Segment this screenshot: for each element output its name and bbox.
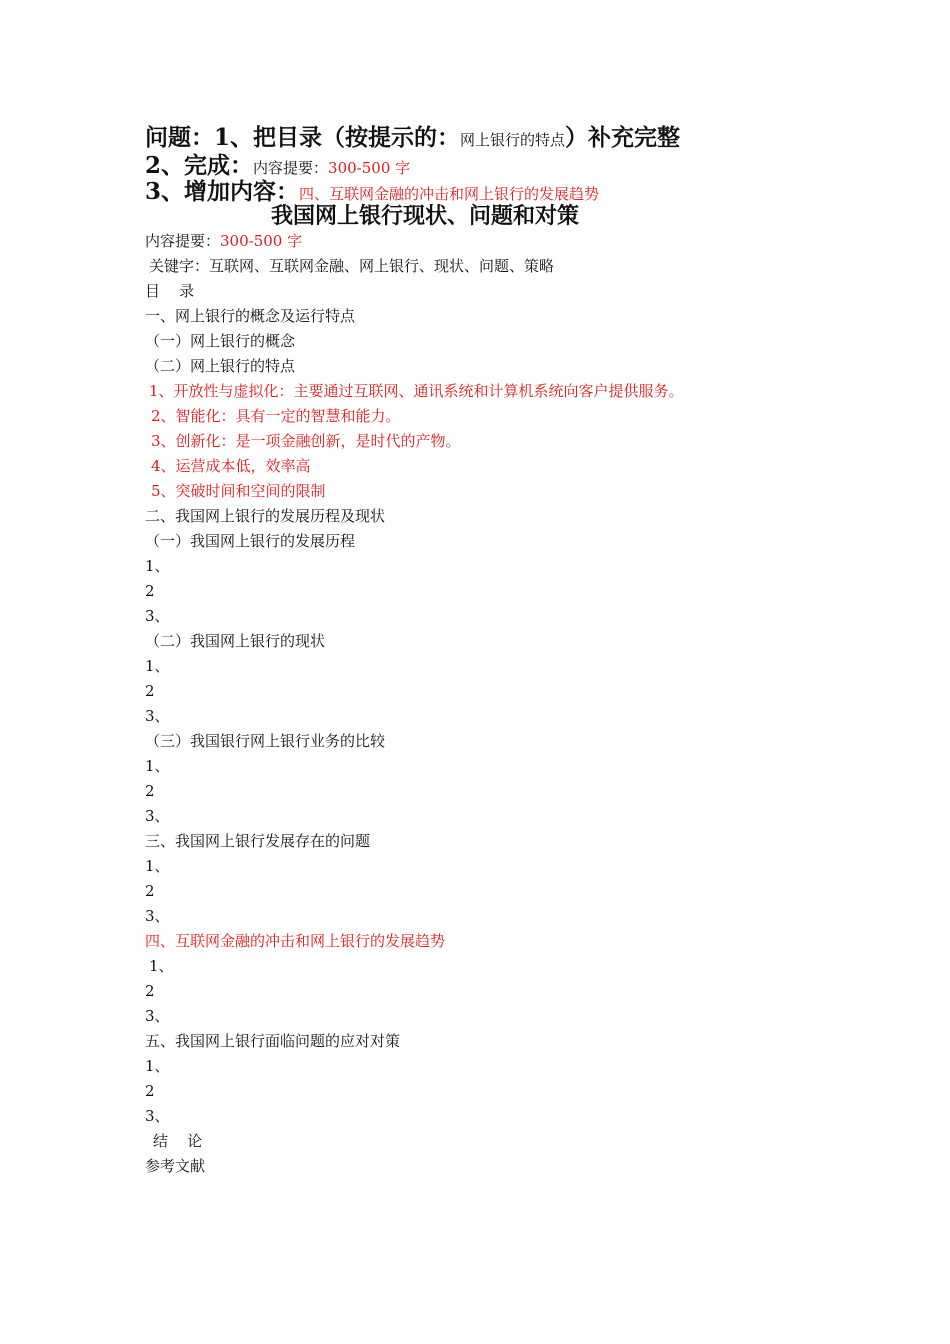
toc-item: （二）网上银行的特点 [145,357,296,375]
toc-item: 1、 [149,957,174,975]
question-2-count: 300-500 字 [328,159,411,177]
toc-item: 二、我国网上银行的发展历程及现状 [145,507,386,525]
document-title: 我国网上银行现状、问题和对策 [270,203,579,229]
toc-item: 1、开放性与虚拟化：主要通过互联网、通讯系统和计算机系统向客户提供服务。 [149,382,684,400]
question-2-text: 2、完成： [145,152,254,179]
abstract-label: 内容提要： [145,232,221,250]
toc-item: （一）网上银行的概念 [145,332,296,350]
toc-item: 3、 [145,1107,170,1125]
toc-item: 1、 [145,657,170,675]
toc-item: 1、 [145,557,170,575]
toc-item: 2 [145,782,155,800]
toc-item: 1、 [145,857,170,875]
toc-item: 2 [145,982,155,1000]
abstract-value: 300-500 字 [220,232,303,250]
toc-item: （三）我国银行网上银行业务的比较 [145,732,386,750]
toc-item: 3、 [145,907,170,925]
toc-item: 四、互联网金融的冲击和网上银行的发展趋势 [145,932,446,950]
question-1-tail: ）补充完整 [565,124,681,151]
toc-item: 4、运营成本低，效率高 [151,457,311,475]
toc-item: 1、 [145,757,170,775]
question-1 [145,125,680,153]
toc-item: 五、我国网上银行面临问题的应对对策 [145,1032,401,1050]
keywords-line: 关键字：互联网、互联网金融、网上银行、现状、问题、策略 [149,257,555,275]
toc-item: 一、网上银行的概念及运行特点 [145,307,356,325]
question-3-addition: 四、互联网金融的冲击和网上银行的发展趋势 [299,185,600,203]
toc-heading: 目 录 [145,282,195,300]
abstract-line [145,231,302,251]
toc-item: 结 论 [153,1132,203,1150]
question-1-text: 问题：1、把目录（按提示的： [145,124,461,151]
toc-item: （二）我国网上银行的现状 [145,632,326,650]
toc-item: 3、 [145,707,170,725]
toc-item: 3、 [145,807,170,825]
toc-item: 2、智能化：具有一定的智慧和能力。 [151,407,401,425]
question-2 [145,153,410,181]
toc-item: 1、 [145,1057,170,1075]
toc-item: 三、我国网上银行发展存在的问题 [145,832,371,850]
toc-item: 2 [145,882,155,900]
toc-item: 2 [145,1082,155,1100]
question-1-hint: 网上银行的特点 [460,131,566,149]
toc-item: 参考文献 [145,1157,206,1175]
toc-item: 5、突破时间和空间的限制 [151,482,326,500]
toc-item: 3、 [145,607,170,625]
toc-item: 2 [145,582,155,600]
toc-item: 3、创新化：是一项金融创新，是时代的产物。 [151,432,461,450]
toc-item: （一）我国网上银行的发展历程 [145,532,356,550]
toc-item: 2 [145,682,155,700]
question-2-hint: 内容提要： [253,159,329,177]
question-3-text: 3、增加内容： [145,178,300,205]
toc-item: 3、 [145,1007,170,1025]
